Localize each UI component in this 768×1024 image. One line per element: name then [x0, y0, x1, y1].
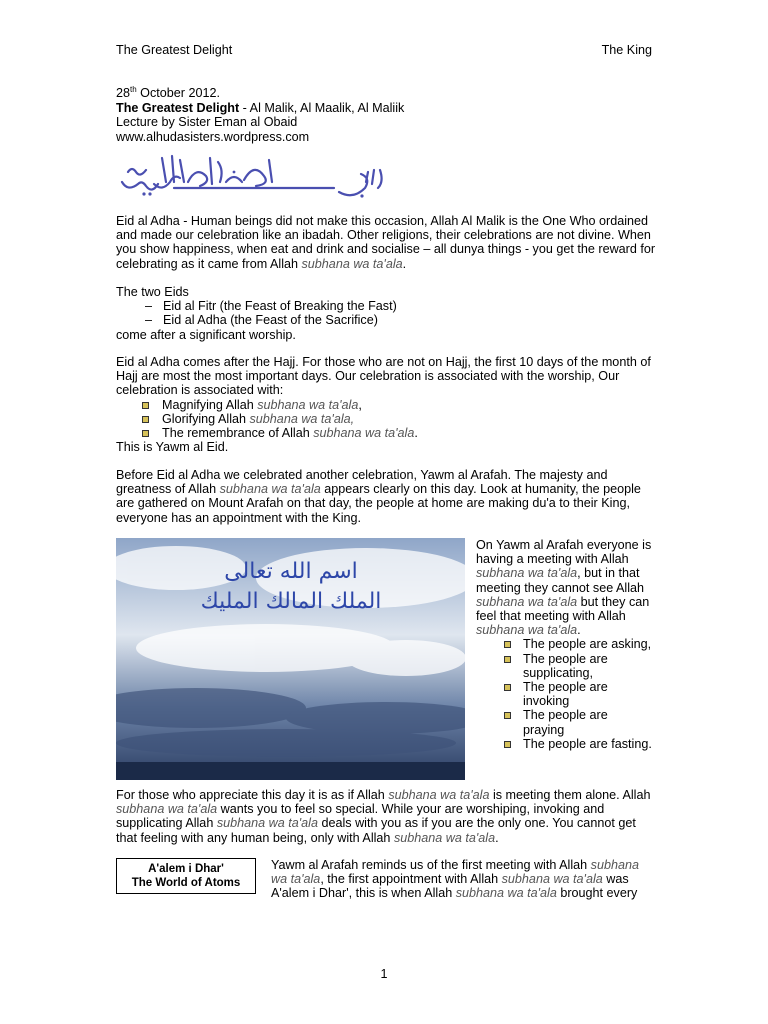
list-item: The people are praying [476, 708, 652, 736]
sky-clouds-image [116, 538, 465, 780]
bullet-icon [504, 712, 511, 719]
world-of-atoms-box [116, 858, 256, 894]
paragraph-first-meeting: Yawm al Arafah reminds us of the first meeting with Allah subhana wa ta'ala, the first appointment with Allah subhana wa ta'ala was A'alem i Dhar', this is when Allah subhana wa ta'ala brought every [271, 858, 639, 901]
two-eids-section [116, 285, 656, 342]
header-right: The King [601, 43, 652, 57]
list-item: – Eid al Adha (the Feast of the Sacrifice) [145, 313, 378, 328]
paragraph-appreciate: For those who appreciate this day it is as if Allah subhana wa ta'ala is meeting them alone. Allah subhana wa ta'ala wants you to feel so special. While your are worshiping, invoking and supplicating Allah subhana wa ta'ala deals with you as if you are the only one. You cannot get that feeling with any human being, only with Allah subhana wa ta'ala. [116, 788, 651, 845]
bullet-icon [504, 656, 511, 663]
people-list [476, 637, 652, 751]
title-line: The Greatest Delight - Al Malik, Al Maalik, Al Maliik [116, 100, 405, 115]
list-item: The people are supplicating, [476, 652, 652, 680]
atoms-box-line-1: A'alem i Dhar' [148, 863, 224, 875]
bullet-icon [142, 430, 149, 437]
atoms-box-line-2: The World of Atoms [131, 877, 241, 889]
basmala-calligraphy [114, 152, 389, 200]
list-item: The people are asking, [476, 637, 652, 651]
hajj-section [116, 355, 656, 454]
photo-arabic-line-1: اسم الله تعالى [224, 559, 358, 584]
bullet-icon [504, 741, 511, 748]
header-left: The Greatest Delight [116, 43, 233, 57]
paragraph-eid-intro: Eid al Adha - Human beings did not make this occasion, Allah Al Malik is the One Who ordained and made our celebration like an ibadah. Other religions, their celebrations are not divine. When you show happiness, when eat and drink and socialise – all dunya things - you get the reward for celebrating as it came from Allah subhana wa ta'ala. [116, 214, 656, 271]
website-line: www.alhudasisters.wordpress.com [116, 129, 310, 144]
bullet-icon [504, 641, 511, 648]
list-item: – Eid al Fitr (the Feast of Breaking the Fast) [145, 299, 397, 314]
worship-list [116, 398, 656, 441]
list-item: Glorifying Allah subhana wa ta'ala, [116, 412, 656, 426]
lecture-line: Lecture by Sister Eman al Obaid [116, 115, 298, 129]
list-item: The remembrance of Allah subhana wa ta'ala. [116, 426, 656, 440]
paragraph-arafah: Before Eid al Adha we celebrated another celebration, Yawm al Arafah. The majesty and greatness of Allah subhana wa ta'ala appears clearly on this day. Look at humanity, the people are gathered on Mount Arafah on that day, the people at home are making du'a to their King, everyone has an appointment with the King. [116, 468, 641, 525]
arafah-sidebar [476, 538, 652, 751]
eids-outro: come after a significant worship. [116, 327, 296, 342]
yawm-al-eid-line: This is Yawm al Eid. [116, 440, 229, 455]
photo-arabic-line-2: الملك المالك المليك [200, 589, 382, 614]
eids-list [116, 299, 656, 327]
hajj-paragraph: Eid al Adha comes after the Hajj. For those who are not on Hajj, the first 10 days of the month of Hajj are most the most important days. Our celebration is associated with the worship, Our celebration is associated with: [116, 355, 651, 398]
page-number: 1 [380, 967, 388, 981]
list-item: The people are fasting. [476, 737, 652, 751]
list-item: Magnifying Allah subhana wa ta'ala, [116, 398, 656, 412]
bullet-icon [142, 416, 149, 423]
list-item: The people are invoking [476, 680, 652, 708]
two-eids-heading: The two Eids [116, 285, 189, 299]
document-meta [116, 86, 404, 144]
bullet-icon [504, 684, 511, 691]
bullet-icon [142, 402, 149, 409]
arafah-sidebar-text: On Yawm al Arafah everyone is having a meeting with Allah subhana wa ta'ala, but in that meeting they cannot see Allah subhana wa ta'ala but they can feel that meeting with Allah subhana wa ta'ala. [476, 538, 652, 638]
date-line: 28th October 2012. [116, 84, 220, 100]
